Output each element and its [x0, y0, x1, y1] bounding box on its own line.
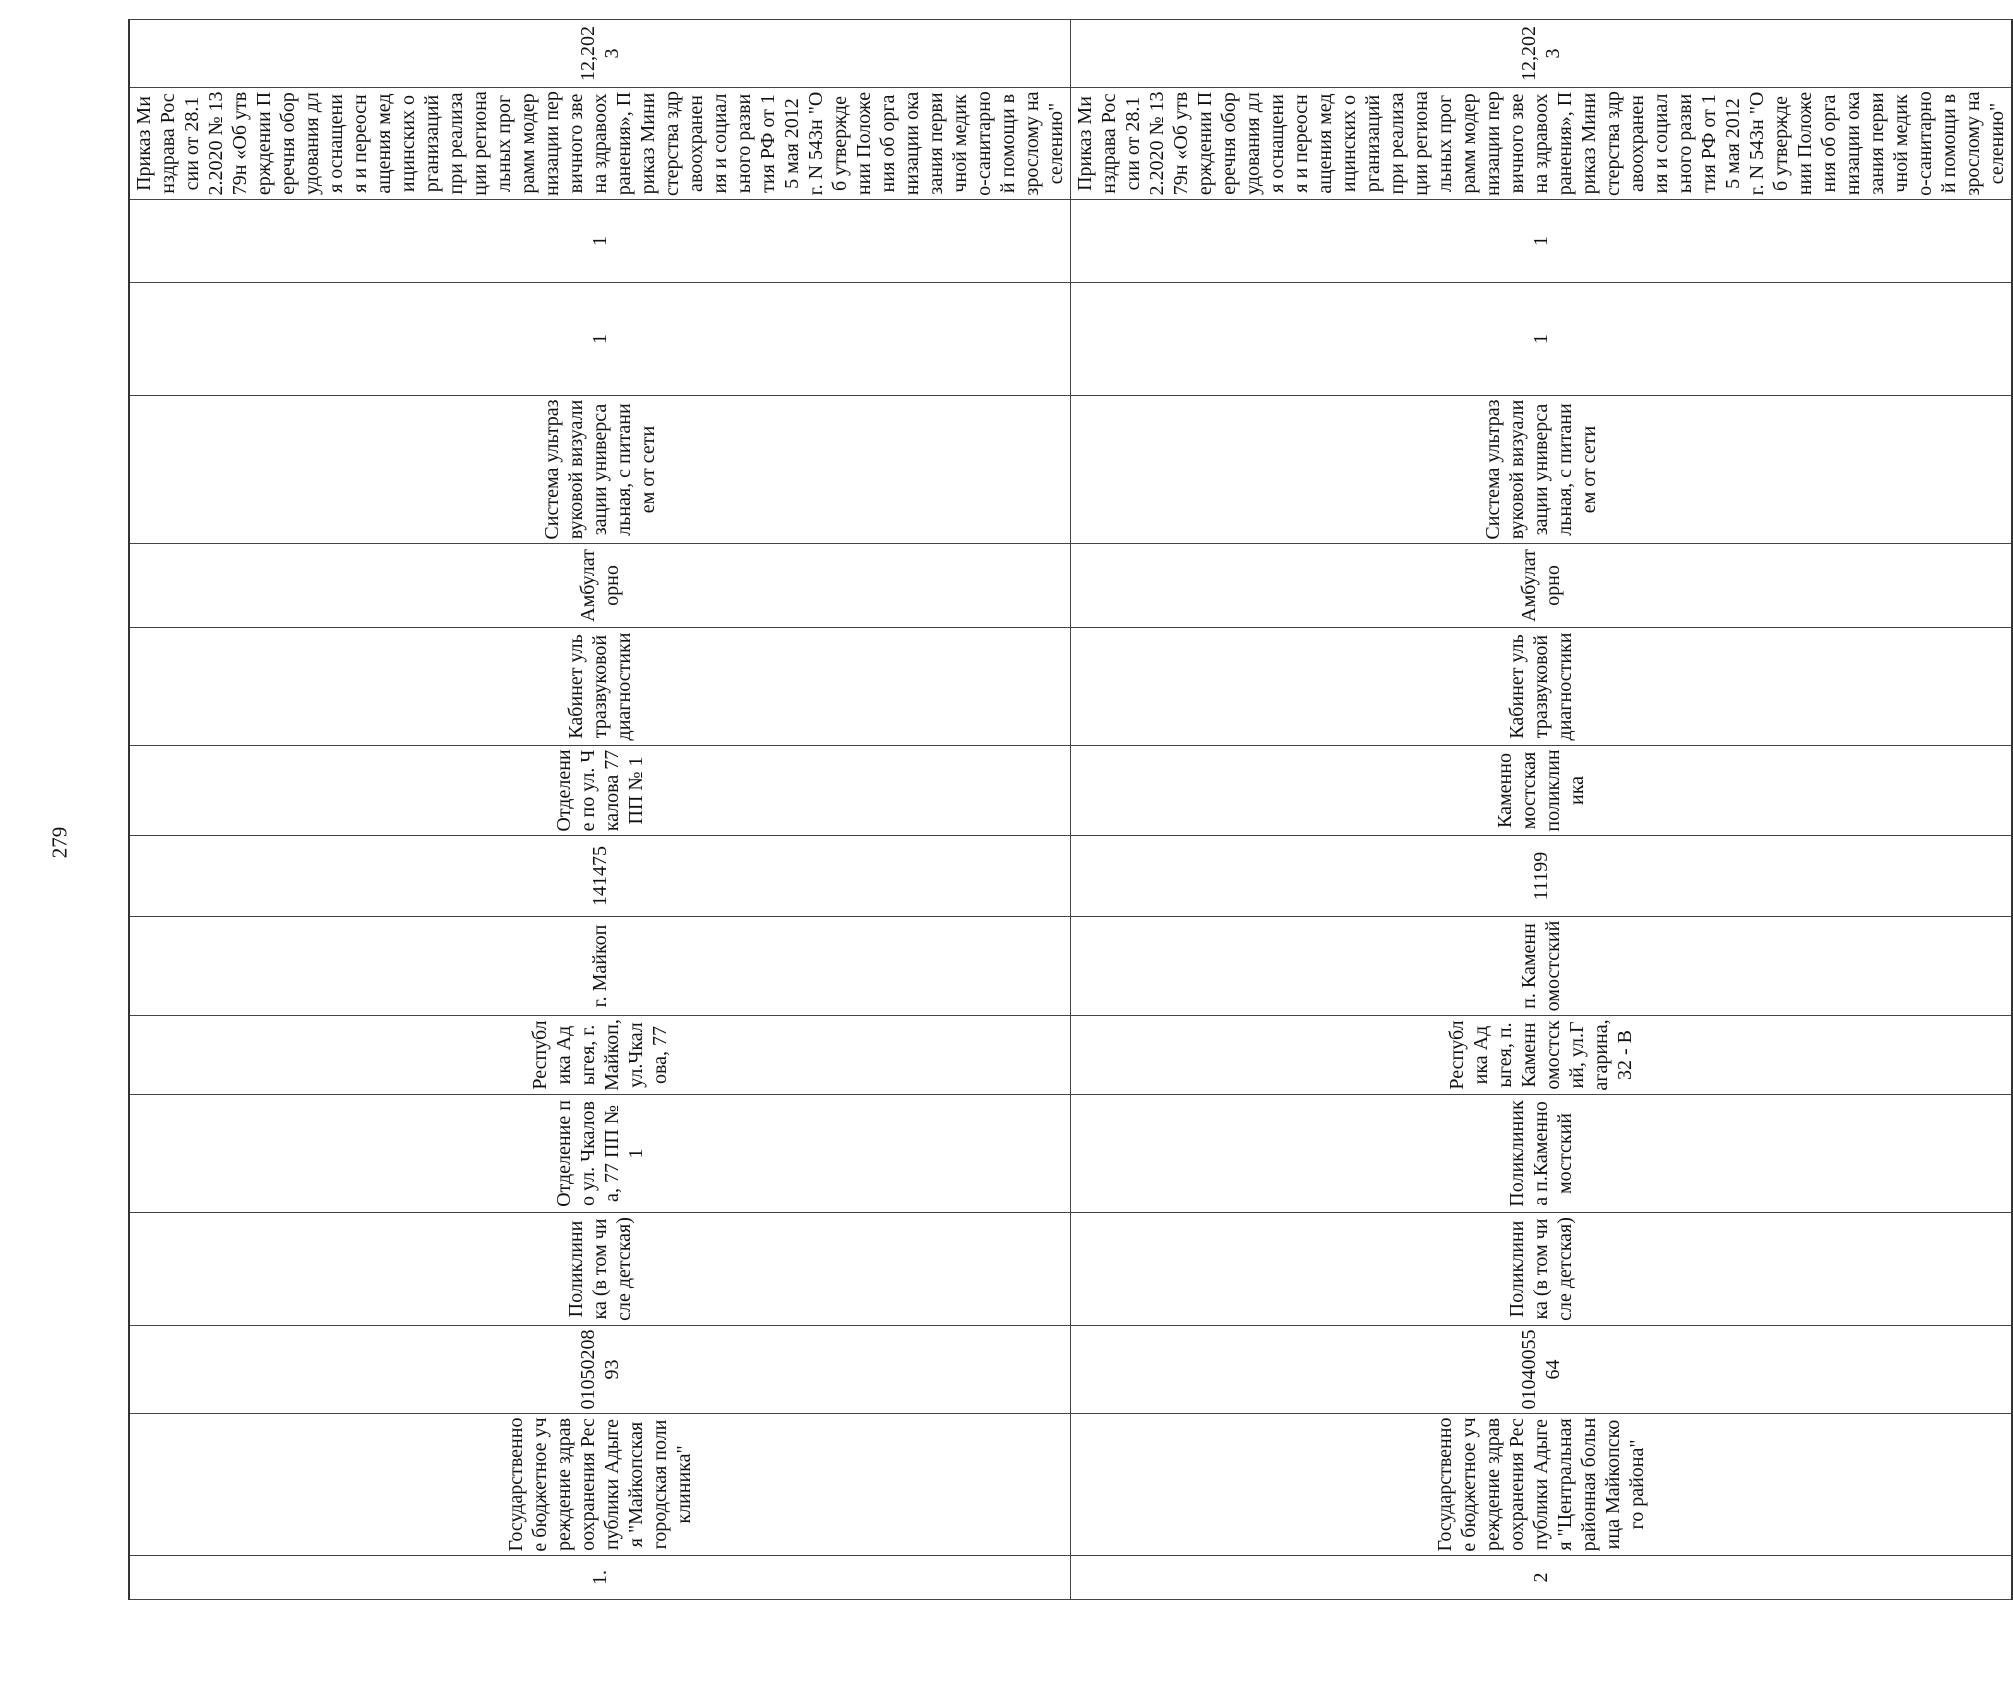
population: 11199: [1071, 836, 2013, 917]
organization-code: 0105020893: [129, 1326, 1071, 1414]
page-number: 279: [47, 826, 72, 859]
cabinet: Кабинет ультразвуковой диагностики: [129, 628, 1071, 746]
legal-basis: Приказ Минздрава России от 28.12.2020 № 1379н «Об утверждении Перечня оборудования для оснащения и переоснащения медицинских организаций при реализации региональных программ модернизации первичного звена здравоохранения», Приказ Министерства здравоохранения и социального развития РФ от 15 мая 2012 г. N 543н "Об утверждении Положения об организации оказания первичной медико-санитарной помощи взрослому населению": [129, 88, 1071, 200]
structural-unit: Каменномостская поликлиника: [1071, 746, 2013, 836]
quantity-planned: 1: [1071, 200, 2013, 283]
cabinet: Кабинет ультразвуковой диагностики: [1071, 628, 2013, 746]
organization-name: Государственное бюджетное учреждение здравоохранения Республики Адыгея "Майкопская городская поликлиника": [129, 1414, 1071, 1556]
equipment-name: Система ультразвуковой визуализации универсальная, с питанием от сети: [1071, 396, 2013, 544]
organization-name: Государственное бюджетное учреждение здравоохранения Республики Адыгея "Центральная районная больница Майкопского района": [1071, 1414, 2013, 1556]
population: 141475: [129, 836, 1071, 917]
quantity-planned: 1: [129, 200, 1071, 283]
unit-name: Поликлиника п.Каменномостский: [1071, 1095, 2013, 1213]
delivery-date: 12,2023: [1071, 20, 2013, 88]
address: Республика Адыгея, г. Майкоп, ул.Чкалова, 77: [129, 1016, 1071, 1095]
care-conditions: Амбулаторно: [1071, 544, 2013, 628]
locality: п. Каменномостский: [1071, 917, 2013, 1016]
structural-unit: Отделение по ул. Чкалова 77 ПП № 1: [129, 746, 1071, 836]
rotated-table-stage: [128, 20, 2008, 1600]
unit-name: Отделение по ул. Чкалова, 77 ПП № 1: [129, 1095, 1071, 1213]
row-number: 2: [1071, 1556, 2013, 1600]
row-number: 1.: [129, 1556, 1071, 1600]
equipment-name: Система ультразвуковой визуализации универсальная, с питанием от сети: [129, 396, 1071, 544]
equipment-registry-table: [128, 19, 2013, 1600]
locality: г. Майкоп: [129, 917, 1071, 1016]
table-row: [1071, 20, 2013, 1600]
table-row: [129, 20, 1071, 1600]
delivery-date: 12,2023: [129, 20, 1071, 88]
facility-type: Поликлиника (в том числе детская): [1071, 1213, 2013, 1326]
legal-basis: Приказ Минздрава России от 28.12.2020 № 1379н «Об утверждении Перечня оборудования для оснащения и переоснащения медицинских организаций при реализации региональных программ модернизации первичного звена здравоохранения», Приказ Министерства здравоохранения и социального развития РФ от 15 мая 2012 г. N 543н "Об утверждении Положения об организации оказания первичной медико-санитарной помощи взрослому населению": [1071, 88, 2013, 200]
care-conditions: Амбулаторно: [129, 544, 1071, 628]
quantity-required: 1: [129, 283, 1071, 396]
address: Республика Адыгея, п. Каменномостский, ул.Гагарина, 32 - В: [1071, 1016, 2013, 1095]
facility-type: Поликлиника (в том числе детская): [129, 1213, 1071, 1326]
quantity-required: 1: [1071, 283, 2013, 396]
organization-code: 0104005564: [1071, 1326, 2013, 1414]
